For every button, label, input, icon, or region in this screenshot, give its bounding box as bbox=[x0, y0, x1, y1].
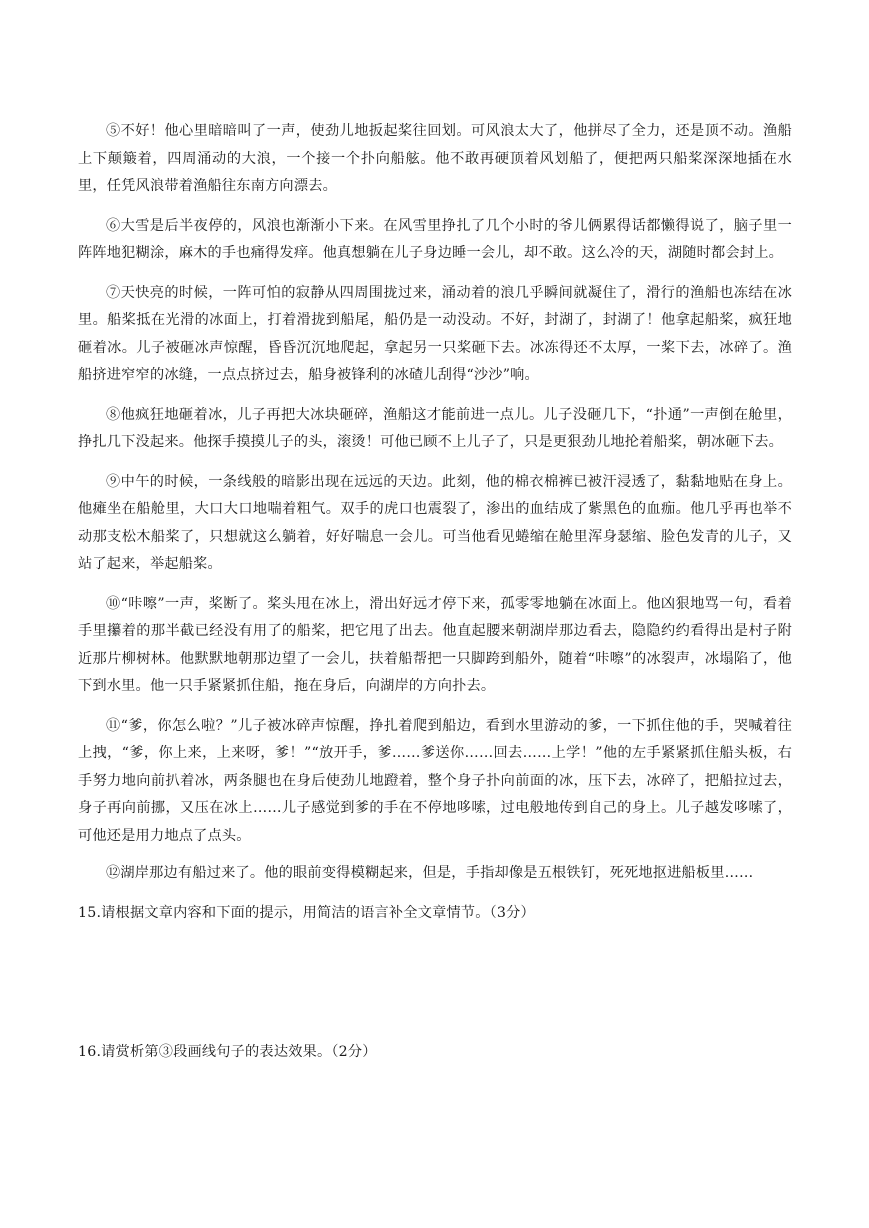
paragraph-9: ⑨中午的时候，一条线般的暗影出现在远远的天边。此刻，他的棉衣棉裤已被汗浸透了，黏黏地贴在身上。他瘫坐在船舱里，大口大口地喘着粗气。双手的虎口也震裂了，渗出的血结成了紫黑色的血痂。他几乎再也举不动那支松木船桨了，只想就这么躺着，好好喘息一会儿。可当他看见蜷缩在舱里浑身瑟缩、脸色发青的儿子，又站了起来，举起船桨。 bbox=[78, 473, 792, 572]
answer-space-15 bbox=[78, 927, 792, 1039]
paragraph-5: ⑤不好！他心里暗暗叫了一声，使劲儿地扳起桨往回划。可风浪太大了，他拼尽了全力，还是顶不动。渔船上下颠簸着，四周涌动的大浪，一个接一个扑向船舷。他不敢再硬顶着风划船了，便把两只船桨深深地插在水里，任凭风浪带着渔船往东南方向漂去。 bbox=[78, 123, 792, 194]
paragraph-8: ⑧他疯狂地砸着冰，儿子再把大冰块砸碎，渔船这才能前进一点儿。儿子没砸几下，“扑通”一声倒在舱里，挣扎几下没起来。他探手摸摸儿子的头，滚烫！可他已顾不上儿子了，只是更狠劲儿地抡着船桨，朝冰砸下去。 bbox=[78, 406, 792, 450]
document-page bbox=[78, 118, 792, 1066]
paragraph-11: ⑪“爹，你怎么啦？”儿子被冰碎声惊醒，挣扎着爬到船边，看到水里游动的爹，一下抓住他的手，哭喊着往上拽，“爹，你上来，上来呀，爹！”“放开手，爹……爹送你……回去……上学！”他的左手紧紧抓住船头板，右手努力地向前扒着冰，两条腿也在身后使劲儿地蹬着，整个身子扑向前面的冰，压下去，冰碎了，把船拉过去，身子再向前挪，又压在冰上……儿子感觉到爹的手在不停地哆嗦，过电般地传到自己的身上。儿子越发哆嗦了，可他还是用力地点了点头。 bbox=[78, 717, 792, 844]
paragraph-12: ⑫湖岸那边有船过来了。他的眼前变得模糊起来，但是，手指却像是五根铁钉，死死地抠进船板里…… bbox=[106, 865, 754, 881]
question-16: 16.请赏析第③段画线句子的表达效果。（2分） bbox=[78, 1043, 377, 1060]
paragraph-10: ⑩“咔嚓”一声，桨断了。桨头甩在冰上，滑出好远才停下来，孤零零地躺在冰面上。他凶狠地骂一句，看着手里攥着的那半截已经没有用了的船桨，把它甩了出去。他直起腰来朝湖岸那边看去，隐隐约约看得出是村子附近那片柳树林。他默默地朝那边望了一会儿，扶着船帮把一只脚跨到船外，随着“咔嚓”的冰裂声，冰塌陷了，他下到水里。他一只手紧紧抓住船，拖在身后，向湖岸的方向扑去。 bbox=[78, 595, 792, 694]
paragraph-7: ⑦天快亮的时候，一阵可怕的寂静从四周围拢过来，涌动着的浪几乎瞬间就凝住了，滑行的渔船也冻结在冰里。船桨抵在光滑的冰面上，打着滑拢到船尾，船仍是一动没动。不好，封湖了，封湖了！他拿起船桨，疯狂地砸着冰。儿子被砸冰声惊醒，昏昏沉沉地爬起，拿起另一只桨砸下去。冰冻得还不太厚，一桨下去，冰碎了。渔船挤进窄窄的冰缝，一点点挤过去，船身被锋利的冰碴儿刮得“沙沙”响。 bbox=[78, 284, 792, 383]
question-15: 15.请根据文章内容和下面的提示，用简洁的语言补全文章情节。（3分） bbox=[78, 904, 535, 921]
paragraph-6: ⑥大雪是后半夜停的，风浪也渐渐小下来。在风雪里挣扎了几个小时的爷儿俩累得话都懒得说了，脑子里一阵阵地犯糊涂，麻木的手也痛得发痒。他真想躺在儿子身边睡一会儿，却不敢。这么冷的天，湖随时都会封上。 bbox=[78, 217, 792, 261]
